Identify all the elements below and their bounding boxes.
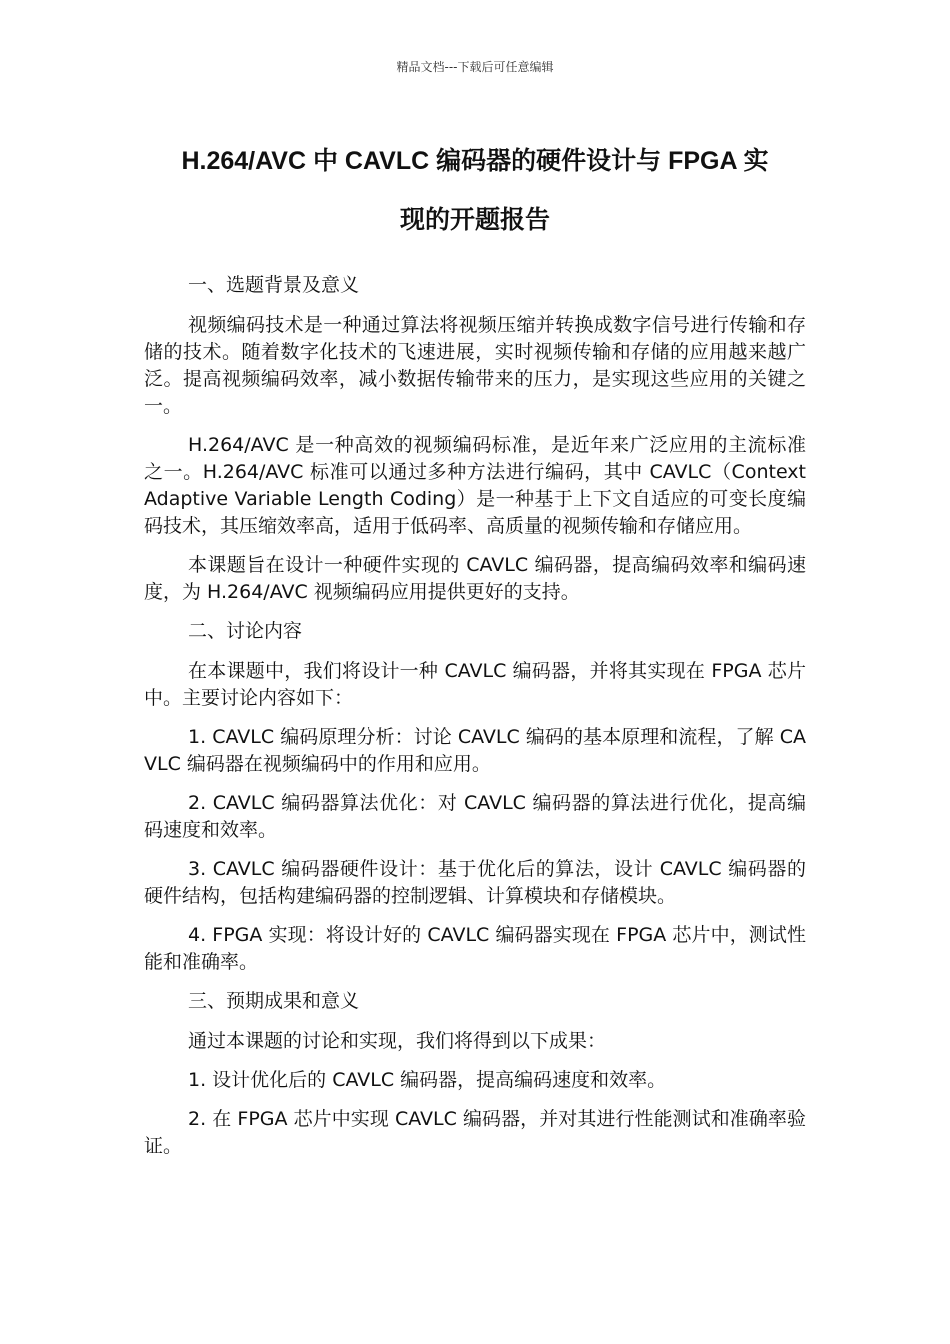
title-line-1: H.264/AVC 中 CAVLC 编码器的硬件设计与 FPGA 实 [181,147,769,175]
list-item-research-1: 1. CAVLC 编码原理分析：讨论 CAVLC 编码的基本原理和流程，了解 CAVLC 编码器在视频编码中的作用和应用。 [144,726,806,775]
document-title [140,132,810,250]
paragraph-purpose: 本课题旨在设计一种硬件实现的 CAVLC 编码器，提高编码效率和编码速度，为 H.264/AVC 视频编码应用提供更好的支持。 [144,554,806,603]
section-heading-1: 一、选题背景及意义 [188,274,360,296]
list-item-result-2: 2. 在 FPGA 芯片中实现 CAVLC 编码器，并对其进行性能测试和准确率验证。 [144,1108,806,1157]
header-note: 精品文档---下载后可任意编辑 [396,60,554,74]
paragraph-research-intro: 在本课题中，我们将设计一种 CAVLC 编码器，并将其实现在 FPGA 芯片中。主要讨论内容如下： [144,660,806,709]
paragraph-h264-intro: H.264/AVC 是一种高效的视频编码标准，是近年来广泛应用的主流标准之一。H.264/AVC 标准可以通过多种方法进行编码，其中 CAVLC（Context Adaptive Variable Length Coding）是一种基于上下文自适应的可变长度编码技术，其压缩效率高，适用于低码率、高质量的视频传输和存储应用。 [144,434,806,537]
list-item-research-2: 2. CAVLC 编码器算法优化：对 CAVLC 编码器的算法进行优化，提高编码速度和效率。 [144,792,806,841]
document-body [144,272,806,1172]
list-item-research-4: 4. FPGA 实现：将设计好的 CAVLC 编码器实现在 FPGA 芯片中，测试性能和准确率。 [144,924,806,973]
section-heading-3: 三、预期成果和意义 [188,990,360,1012]
list-item-research-3: 3. CAVLC 编码器硬件设计：基于优化后的算法，设计 CAVLC 编码器的硬件结构，包括构建编码器的控制逻辑、计算模块和存储模块。 [144,858,806,907]
paragraph-results-intro: 通过本课题的讨论和实现，我们将得到以下成果： [188,1030,607,1052]
title-line-2: 现的开题报告 [399,206,550,234]
paragraph-background: 视频编码技术是一种通过算法将视频压缩并转换成数字信号进行传输和存储的技术。随着数字化技术的飞速进展，实时视频传输和存储的应用越来越广泛。提高视频编码效率，减小数据传输带来的压力，是实现这些应用的关键之一。 [144,314,806,417]
section-heading-2: 二、讨论内容 [188,620,303,642]
list-item-result-1: 1. 设计优化后的 CAVLC 编码器，提高编码速度和效率。 [188,1069,667,1091]
